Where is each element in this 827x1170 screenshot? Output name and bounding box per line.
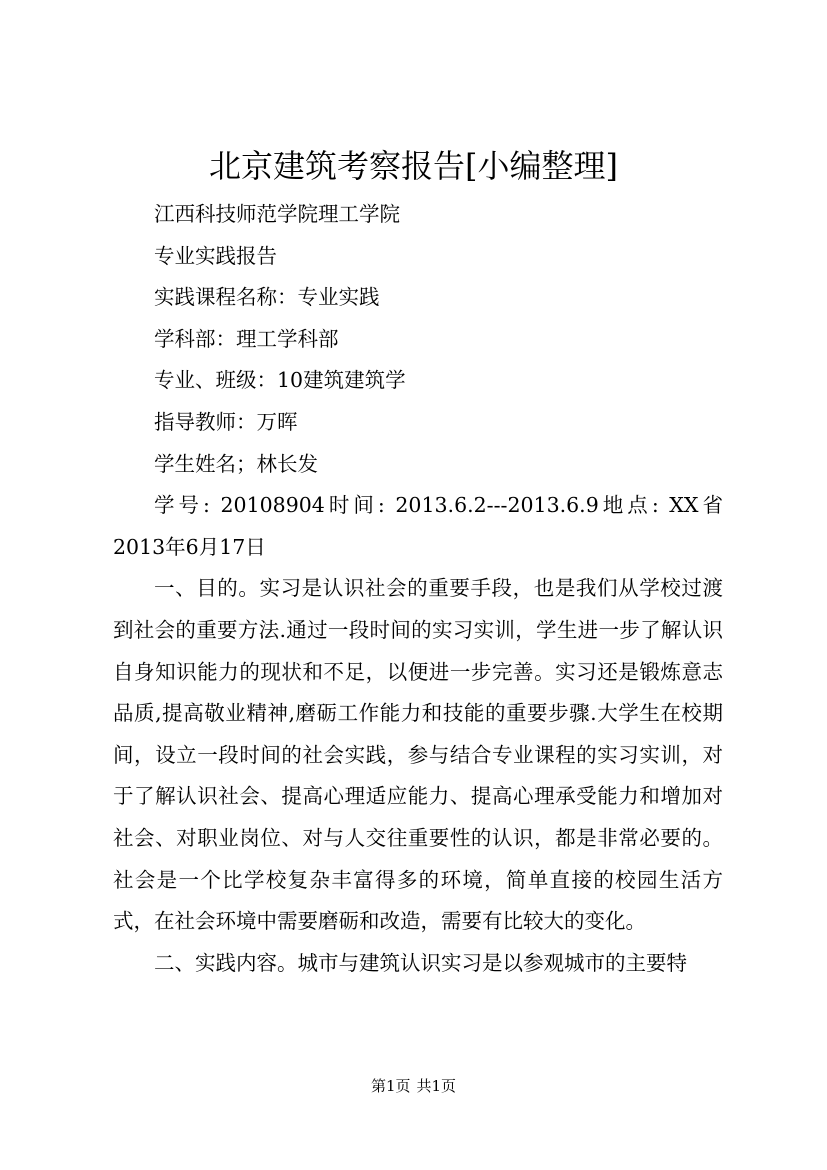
page-total: 共1页 <box>416 1077 457 1095</box>
header-line-student: 学生姓名；林长发 <box>154 451 318 476</box>
page-footer <box>0 1074 827 1098</box>
header-line-school: 江西科技师范学院理工学院 <box>154 202 400 226</box>
header-line-instructor: 指导教师：万晖 <box>154 409 298 434</box>
header-line-report-type: 专业实践报告 <box>154 243 277 268</box>
document-title: 北京建筑考察报告[小编整理] <box>209 147 618 185</box>
purpose-paragraph: 一、目的。实习是认识社会的重要手段，也是我们从学校过渡到社会的重要方法.通过一段时间的实习实训，学生进一步了解认识自身知识能力的现状和不足，以便进一步完善。实习还是锻炼意志品质,提高敬业精神,磨砺工作能力和技能的重要步骤.大学生在校期间，设立一段时间的社会实践，参与结合专业课程的实习实训，对于了解认识社会、提高心理适应能力、提高心理承受能力和增加对社会、对职业岗位、对与人交往重要性的认识，都是非常必要的。社会是一个比学校复杂丰富得多的环境，简单直接的校园生活方式，在社会环境中需要磨砺和改造，需要有比较大的变化。 <box>113 576 723 934</box>
header-line-department: 学科部：理工学科部 <box>154 326 339 351</box>
header-line-course: 实践课程名称：专业实践 <box>154 285 380 310</box>
page-number: 第1页 <box>370 1077 411 1095</box>
info-paragraph: 学号: 20108904时间: 2013.6.2---2013.6.9地点: XX省2013年6月17日 <box>113 493 723 559</box>
practice-content-paragraph: 二、实践内容。城市与建筑认识实习是以参观城市的主要特 <box>154 950 687 975</box>
header-line-major-class: 专业、班级：10建筑建筑学 <box>154 368 406 393</box>
document-body <box>113 194 723 984</box>
